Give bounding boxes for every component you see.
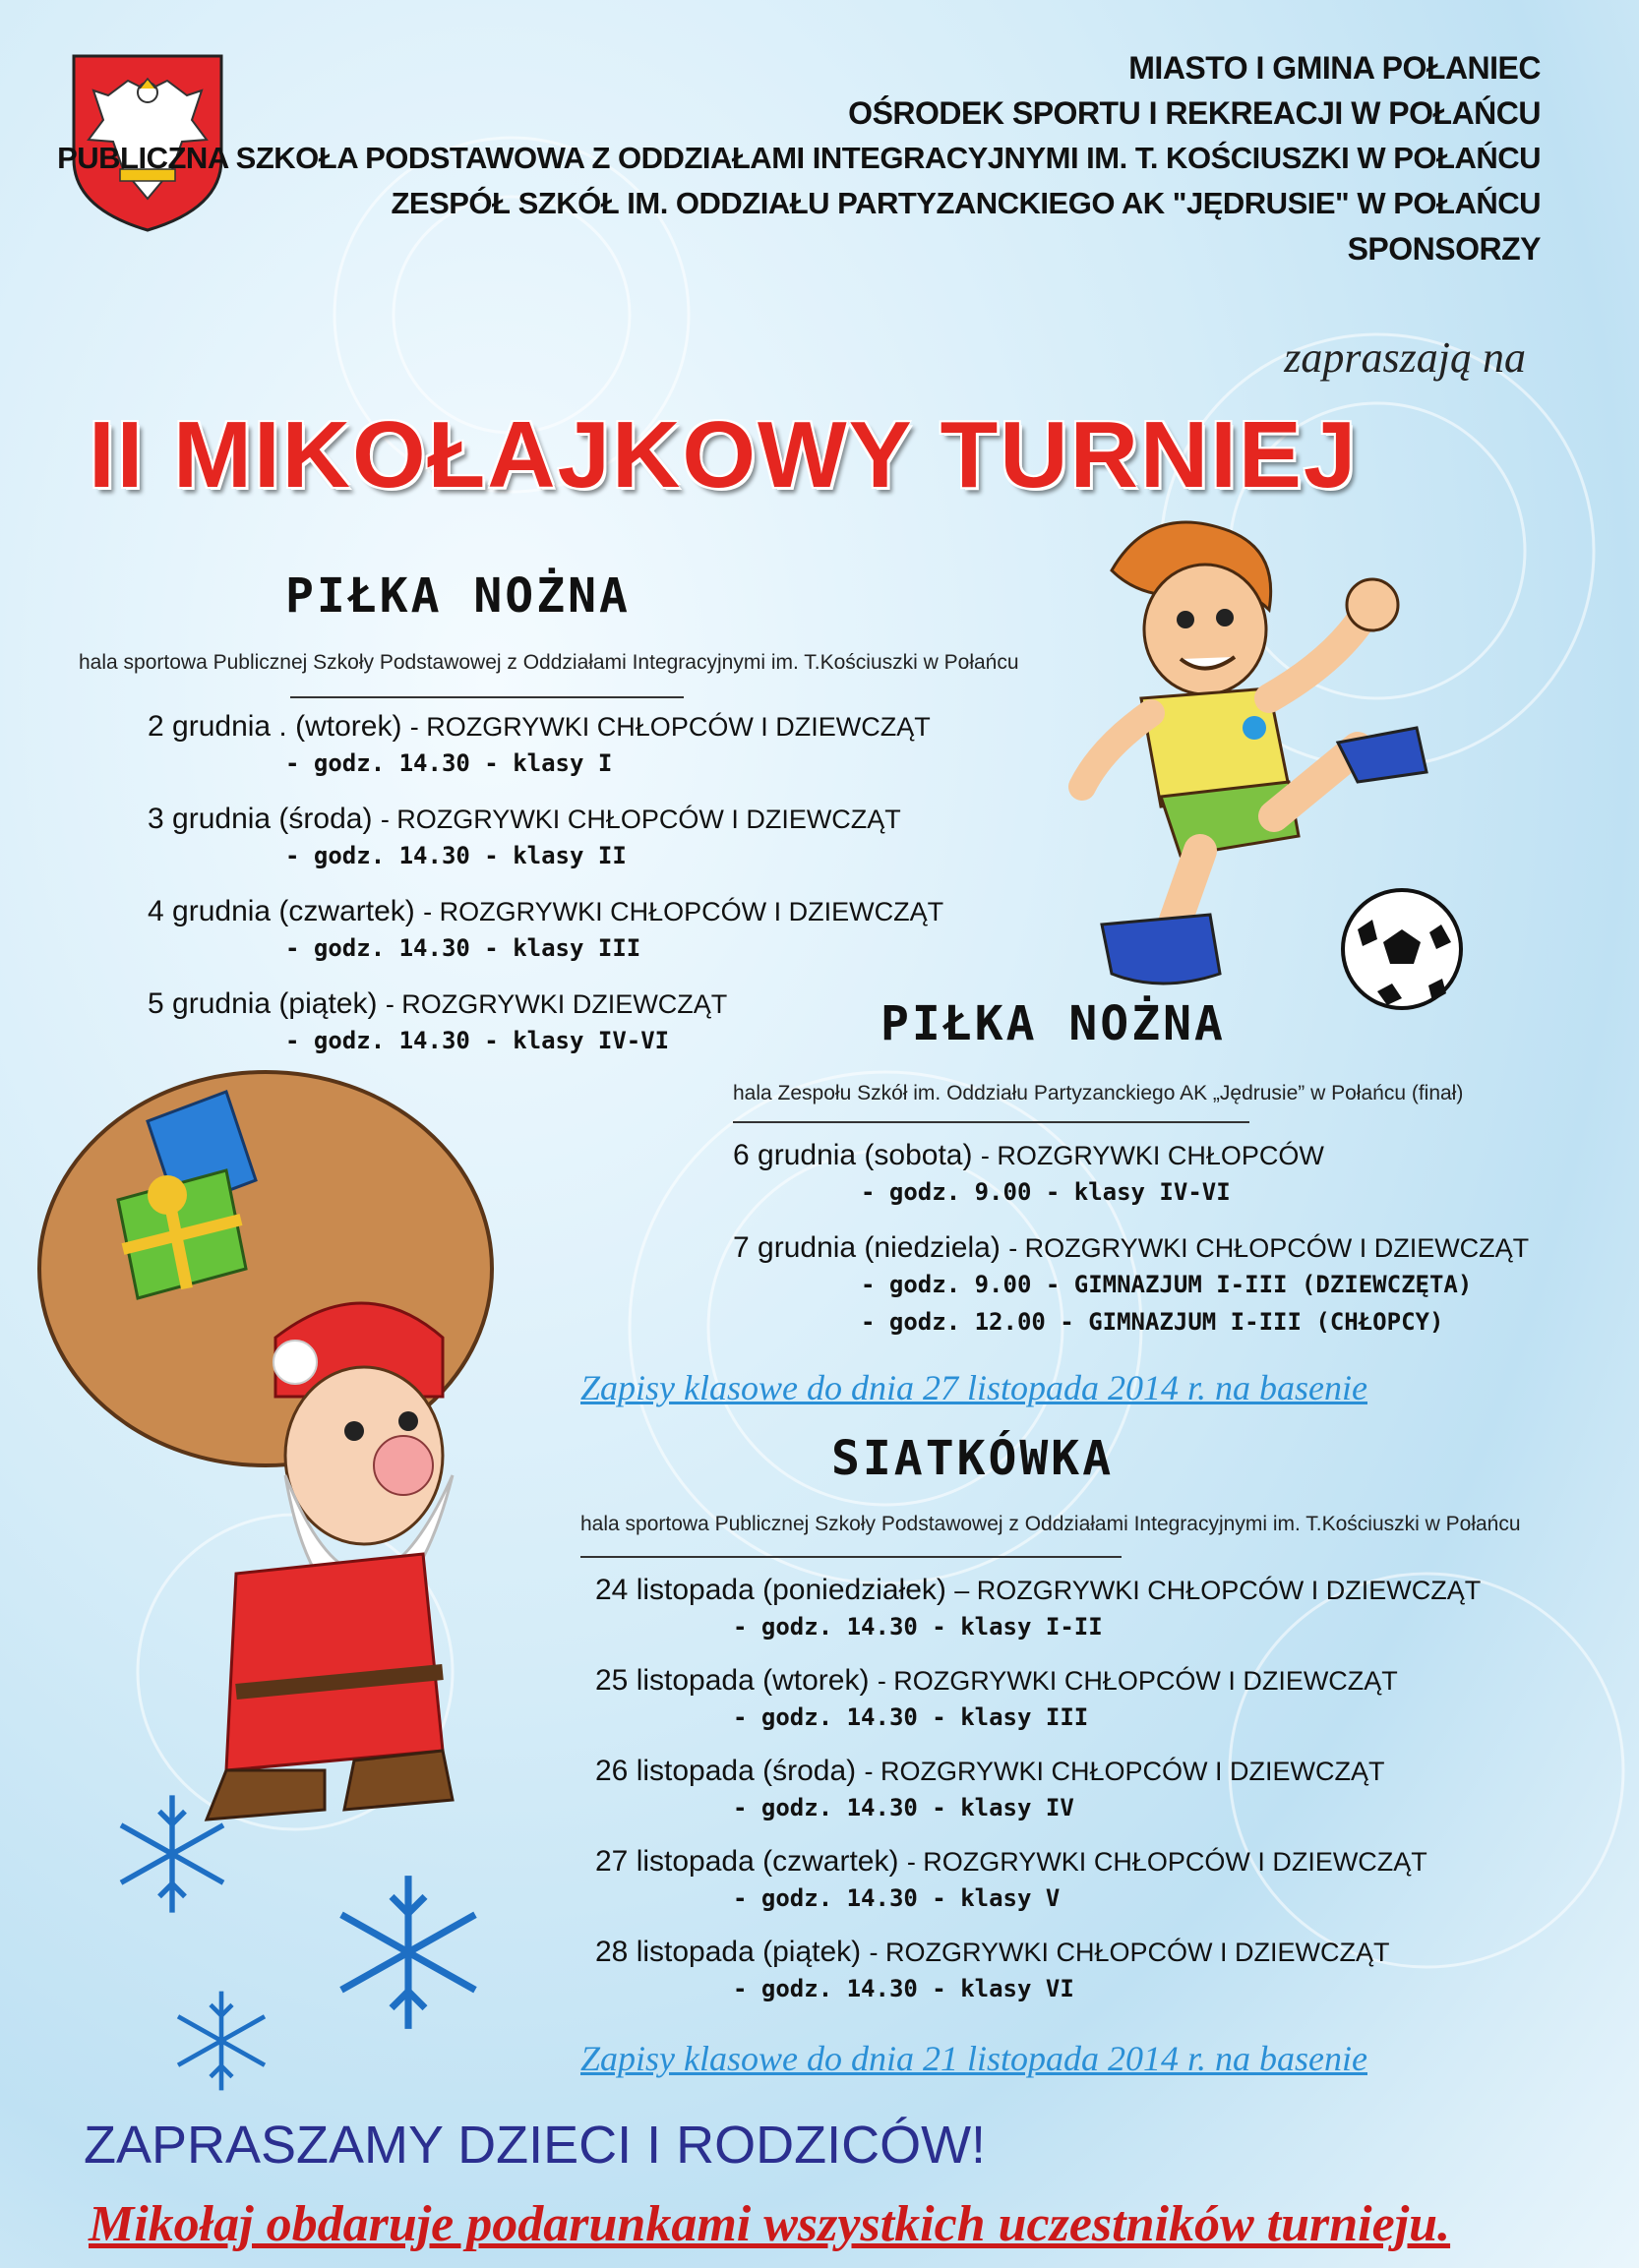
santa-claus-illustration xyxy=(30,1043,580,1829)
organizer-line: OŚRODEK SPORTU I REKREACJI W POŁAŃCU xyxy=(848,95,1541,131)
footer-gift-note: Mikołaj obdaruje podarunkami wszystkich uczestników turnieju. xyxy=(89,2196,1451,2252)
day-games: - ROZGRYWKI CHŁOPCÓW I DZIEWCZĄT xyxy=(423,897,944,926)
football-final-section-title: PIŁKA NOŻNA xyxy=(880,996,1226,1051)
day-games: - ROZGRYWKI CHŁOPCÓW I DZIEWCZĄT xyxy=(380,805,901,834)
divider xyxy=(290,696,684,698)
day-date: 3 grudnia (środa) xyxy=(148,803,373,835)
invite-text: zapraszają na xyxy=(1284,333,1526,382)
tournament-title: II MIKOŁAJKOWY TURNIEJ xyxy=(89,402,1359,507)
schedule-day xyxy=(148,987,943,1080)
schedule-day xyxy=(148,710,943,803)
snowflake-icon xyxy=(325,1869,492,2036)
day-games: - ROZGRYWKI CHŁOPCÓW I DZIEWCZĄT xyxy=(864,1757,1385,1786)
volleyball-venue: hala sportowa Publicznej Szkoły Podstawowej z Oddziałami Integracyjnymi im. T.Kościuszki w Połańcu xyxy=(580,1513,1521,1535)
day-date: 4 grudnia (czwartek) xyxy=(148,895,415,927)
schedule-day xyxy=(148,895,943,987)
day-games: - ROZGRYWKI CHŁOPCÓW I DZIEWCZĄT xyxy=(1008,1233,1530,1263)
football-venue: hala sportowa Publicznej Szkoły Podstawowej z Oddziałami Integracyjnymi im. T.Kościuszki w Połańcu xyxy=(79,651,1019,674)
sponsors-line: SPONSORZY xyxy=(1347,231,1541,267)
day-time: - godz. 14.30 - klasy I-II xyxy=(733,1613,1103,1641)
snowflake-icon xyxy=(167,1987,275,2095)
day-time: - godz. 12.00 - GIMNAZJUM I-III (CHŁOPCY) xyxy=(861,1308,1444,1336)
day-date: 6 grudnia (sobota) xyxy=(733,1139,973,1171)
day-date: 5 grudnia (piątek) xyxy=(148,987,378,1020)
day-time: - godz. 9.00 - klasy IV-VI xyxy=(861,1178,1231,1206)
day-games: – ROZGRYWKI CHŁOPCÓW I DZIEWCZĄT xyxy=(954,1576,1482,1605)
day-time: - godz. 14.30 - klasy IV xyxy=(733,1794,1074,1821)
organizer-line: MIASTO I GMINA POŁANIEC xyxy=(1128,50,1541,86)
schedule-day xyxy=(595,1755,1481,1845)
day-games: - ROZGRYWKI CHŁOPCÓW I DZIEWCZĄT xyxy=(877,1666,1398,1696)
day-date: 28 listopada (piątek) xyxy=(595,1936,862,1968)
day-date: 2 grudnia . (wtorek) xyxy=(148,710,402,743)
day-games: - ROZGRYWKI CHŁOPCÓW I DZIEWCZĄT xyxy=(409,712,931,742)
day-games: - ROZGRYWKI CHŁOPCÓW xyxy=(980,1141,1324,1170)
schedule-day xyxy=(595,1664,1481,1755)
football-final-venue: hala Zespołu Szkół im. Oddziału Partyzanckiego AK „Jędrusie” w Połańcu (finał) xyxy=(733,1082,1464,1104)
day-date: 26 listopada (środa) xyxy=(595,1755,857,1787)
day-date: 7 grudnia (niedziela) xyxy=(733,1231,1001,1264)
volleyball-schedule xyxy=(595,1574,1481,2026)
day-time: - godz. 9.00 - GIMNAZJUM I-III (DZIEWCZĘTA) xyxy=(861,1271,1473,1298)
organizer-line: PUBLICZNA SZKOŁA PODSTAWOWA Z ODDZIAŁAMI INTEGRACYJNYMI IM. T. KOŚCIUSZKI W POŁAŃCU xyxy=(57,141,1541,175)
day-time: - godz. 14.30 - klasy IV-VI xyxy=(285,1027,670,1054)
day-date: 25 listopada (wtorek) xyxy=(595,1664,870,1697)
day-time: - godz. 14.30 - klasy II xyxy=(285,842,627,869)
volleyball-section-title: SIATKÓWKA xyxy=(831,1431,1115,1486)
schedule-day xyxy=(148,803,943,895)
schedule-day xyxy=(733,1139,1529,1231)
soccer-ball-illustration xyxy=(1338,885,1466,1013)
snowflake-icon xyxy=(108,1790,236,1918)
footer-invitation: ZAPRASZAMY DZIECI I RODZICÓW! xyxy=(84,2116,987,2175)
organizer-line: ZESPÓŁ SZKÓŁ IM. ODDZIAŁU PARTYZANCKIEGO AK "JĘDRUSIE" W POŁAŃCU xyxy=(391,186,1541,220)
football-schedule xyxy=(148,710,943,1080)
day-time: - godz. 14.30 - klasy III xyxy=(733,1703,1089,1731)
day-games: - ROZGRYWKI CHŁOPCÓW I DZIEWCZĄT xyxy=(906,1847,1427,1877)
football-final-schedule xyxy=(733,1139,1529,1336)
divider xyxy=(580,1556,1122,1558)
signup-deadline-football: Zapisy klasowe do dnia 27 listopada 2014 r. na basenie xyxy=(580,1368,1367,1407)
day-time: - godz. 14.30 - klasy III xyxy=(285,934,641,962)
signup-deadline-volleyball: Zapisy klasowe do dnia 21 listopada 2014 r. na basenie xyxy=(580,2039,1367,2078)
day-time: - godz. 14.30 - klasy VI xyxy=(733,1975,1074,2002)
day-games: - ROZGRYWKI DZIEWCZĄT xyxy=(385,989,728,1019)
schedule-day xyxy=(595,1845,1481,1936)
day-date: 27 listopada (czwartek) xyxy=(595,1845,899,1878)
football-section-title: PIŁKA NOŻNA xyxy=(285,568,631,624)
day-time: - godz. 14.30 - klasy I xyxy=(285,749,613,777)
organizers-block xyxy=(57,49,1541,268)
day-date: 24 listopada (poniedziałek) xyxy=(595,1574,946,1606)
day-games: - ROZGRYWKI CHŁOPCÓW I DZIEWCZĄT xyxy=(869,1938,1390,1967)
schedule-day xyxy=(595,1574,1481,1664)
schedule-day xyxy=(595,1936,1481,2026)
day-time: - godz. 14.30 - klasy V xyxy=(733,1884,1061,1912)
schedule-day xyxy=(733,1231,1529,1336)
divider xyxy=(733,1121,1249,1123)
